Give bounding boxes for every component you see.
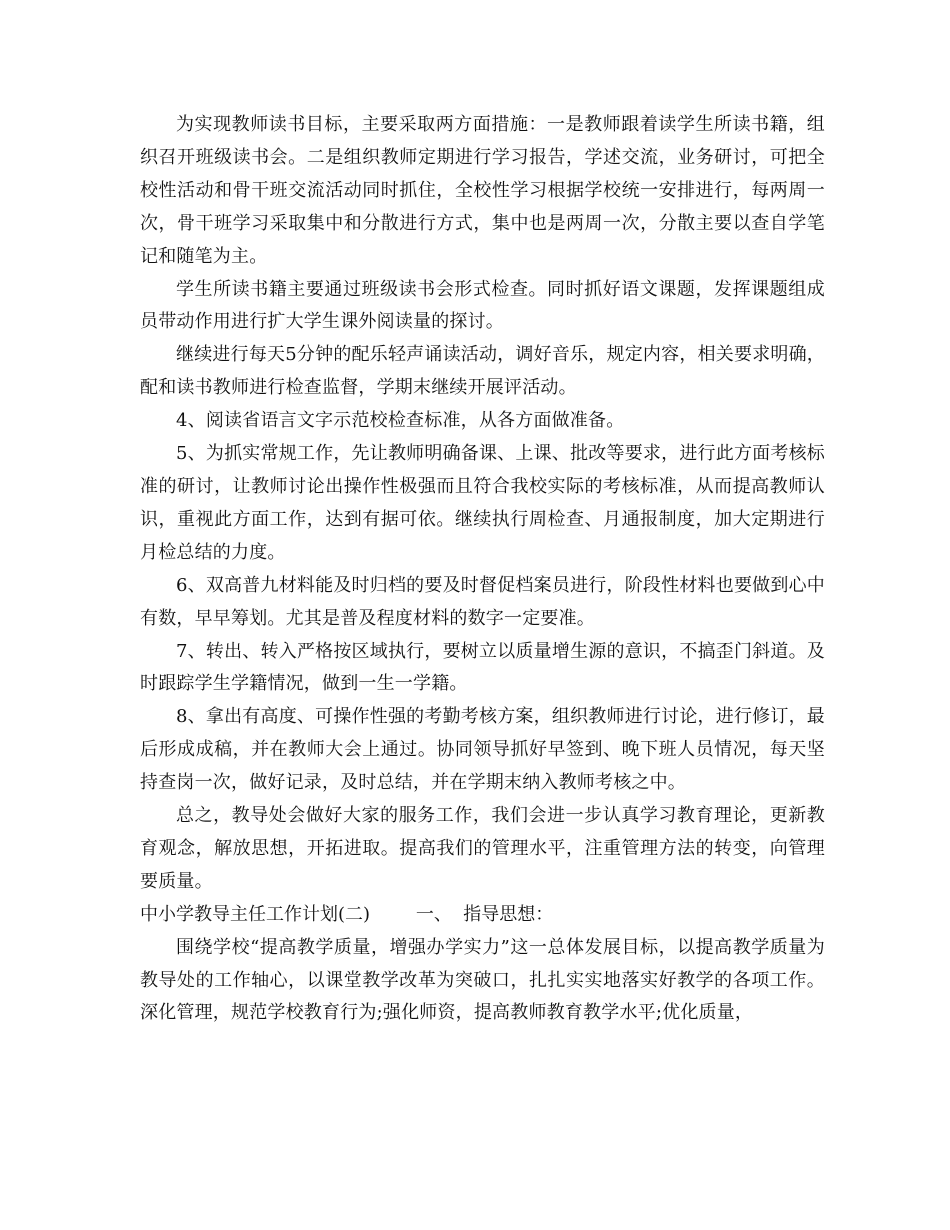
paragraph-item-6: 6、双高普九材料能及时归档的要及时督促档案员进行，阶段性材料也要做到心中有数，早早筹划。尤其是普及程度材料的数字一定要准。 <box>140 574 825 629</box>
section-heading: 中小学教导主任工作计划(二) 一、 指导思想： <box>140 903 554 925</box>
paragraph-item-4: 4、阅读省语言文字示范校检查标准，从各方面做准备。 <box>176 410 625 432</box>
paragraph-guiding-thought: 围绕学校“提高教学质量，增强办学实力”这一总体发展目标，以提高教学质量为教导处的工作轴心，以课堂教学改革为突破口，扎扎实实地落实好教学的各项工作。深化管理，规范学校教育行为;强化师资，提高教师教育教学水平;优化质量， <box>140 936 825 1024</box>
paragraph-item-8: 8、拿出有高度、可操作性强的考勤考核方案，组织教师进行讨论，进行修订，最后形成成稿，并在教师大会上通过。协同领导抓好早签到、晚下班人员情况，每天坚持查岗一次，做好记录，及时总结，并在学期末纳入教师考核之中。 <box>140 706 825 794</box>
paragraph-item-7: 7、转出、转入严格按区域执行，要树立以质量增生源的意识，不搞歪门斜道。及时跟踪学生学籍情况，做到一生一学籍。 <box>140 640 825 695</box>
paragraph-student-reading-check: 学生所读书籍主要通过班级读书会形式检查。同时抓好语文课题，发挥课题组成员带动作用进行扩大学生课外阅读量的探讨。 <box>140 278 825 333</box>
paragraph-item-5: 5、为抓实常规工作，先让教师明确备课、上课、批改等要求，进行此方面考核标准的研讨，让教师讨论出操作性极强而且符合我校实际的考核标准，从而提高教师认识，重视此方面工作，达到有据可依。继续执行周检查、月通报制度，加大定期进行月检总结的力度。 <box>140 443 825 563</box>
paragraph-reading-measures: 为实现教师读书目标，主要采取两方面措施：一是教师跟着读学生所读书籍，组织召开班级读书会。二是组织教师定期进行学习报告，学述交流，业务研讨，可把全校性活动和骨干班交流活动同时抓住，全校性学习根据学校统一安排进行，每两周一次，骨干班学习采取集中和分散进行方式，集中也是两周一次，分散主要以查自学笔记和随笔为主。 <box>140 114 825 267</box>
paragraph-summary: 总之，教导处会做好大家的服务工作，我们会进一步认真学习教育理论，更新教育观念，解放思想，开拓进取。提高我们的管理水平，注重管理方法的转变，向管理要质量。 <box>140 805 825 892</box>
document-body <box>140 109 825 1030</box>
paragraph-daily-recitation: 继续进行每天5分钟的配乐轻声诵读活动，调好音乐，规定内容，相关要求明确，配和读书教师进行检查监督，学期末继续开展评活动。 <box>140 344 825 399</box>
